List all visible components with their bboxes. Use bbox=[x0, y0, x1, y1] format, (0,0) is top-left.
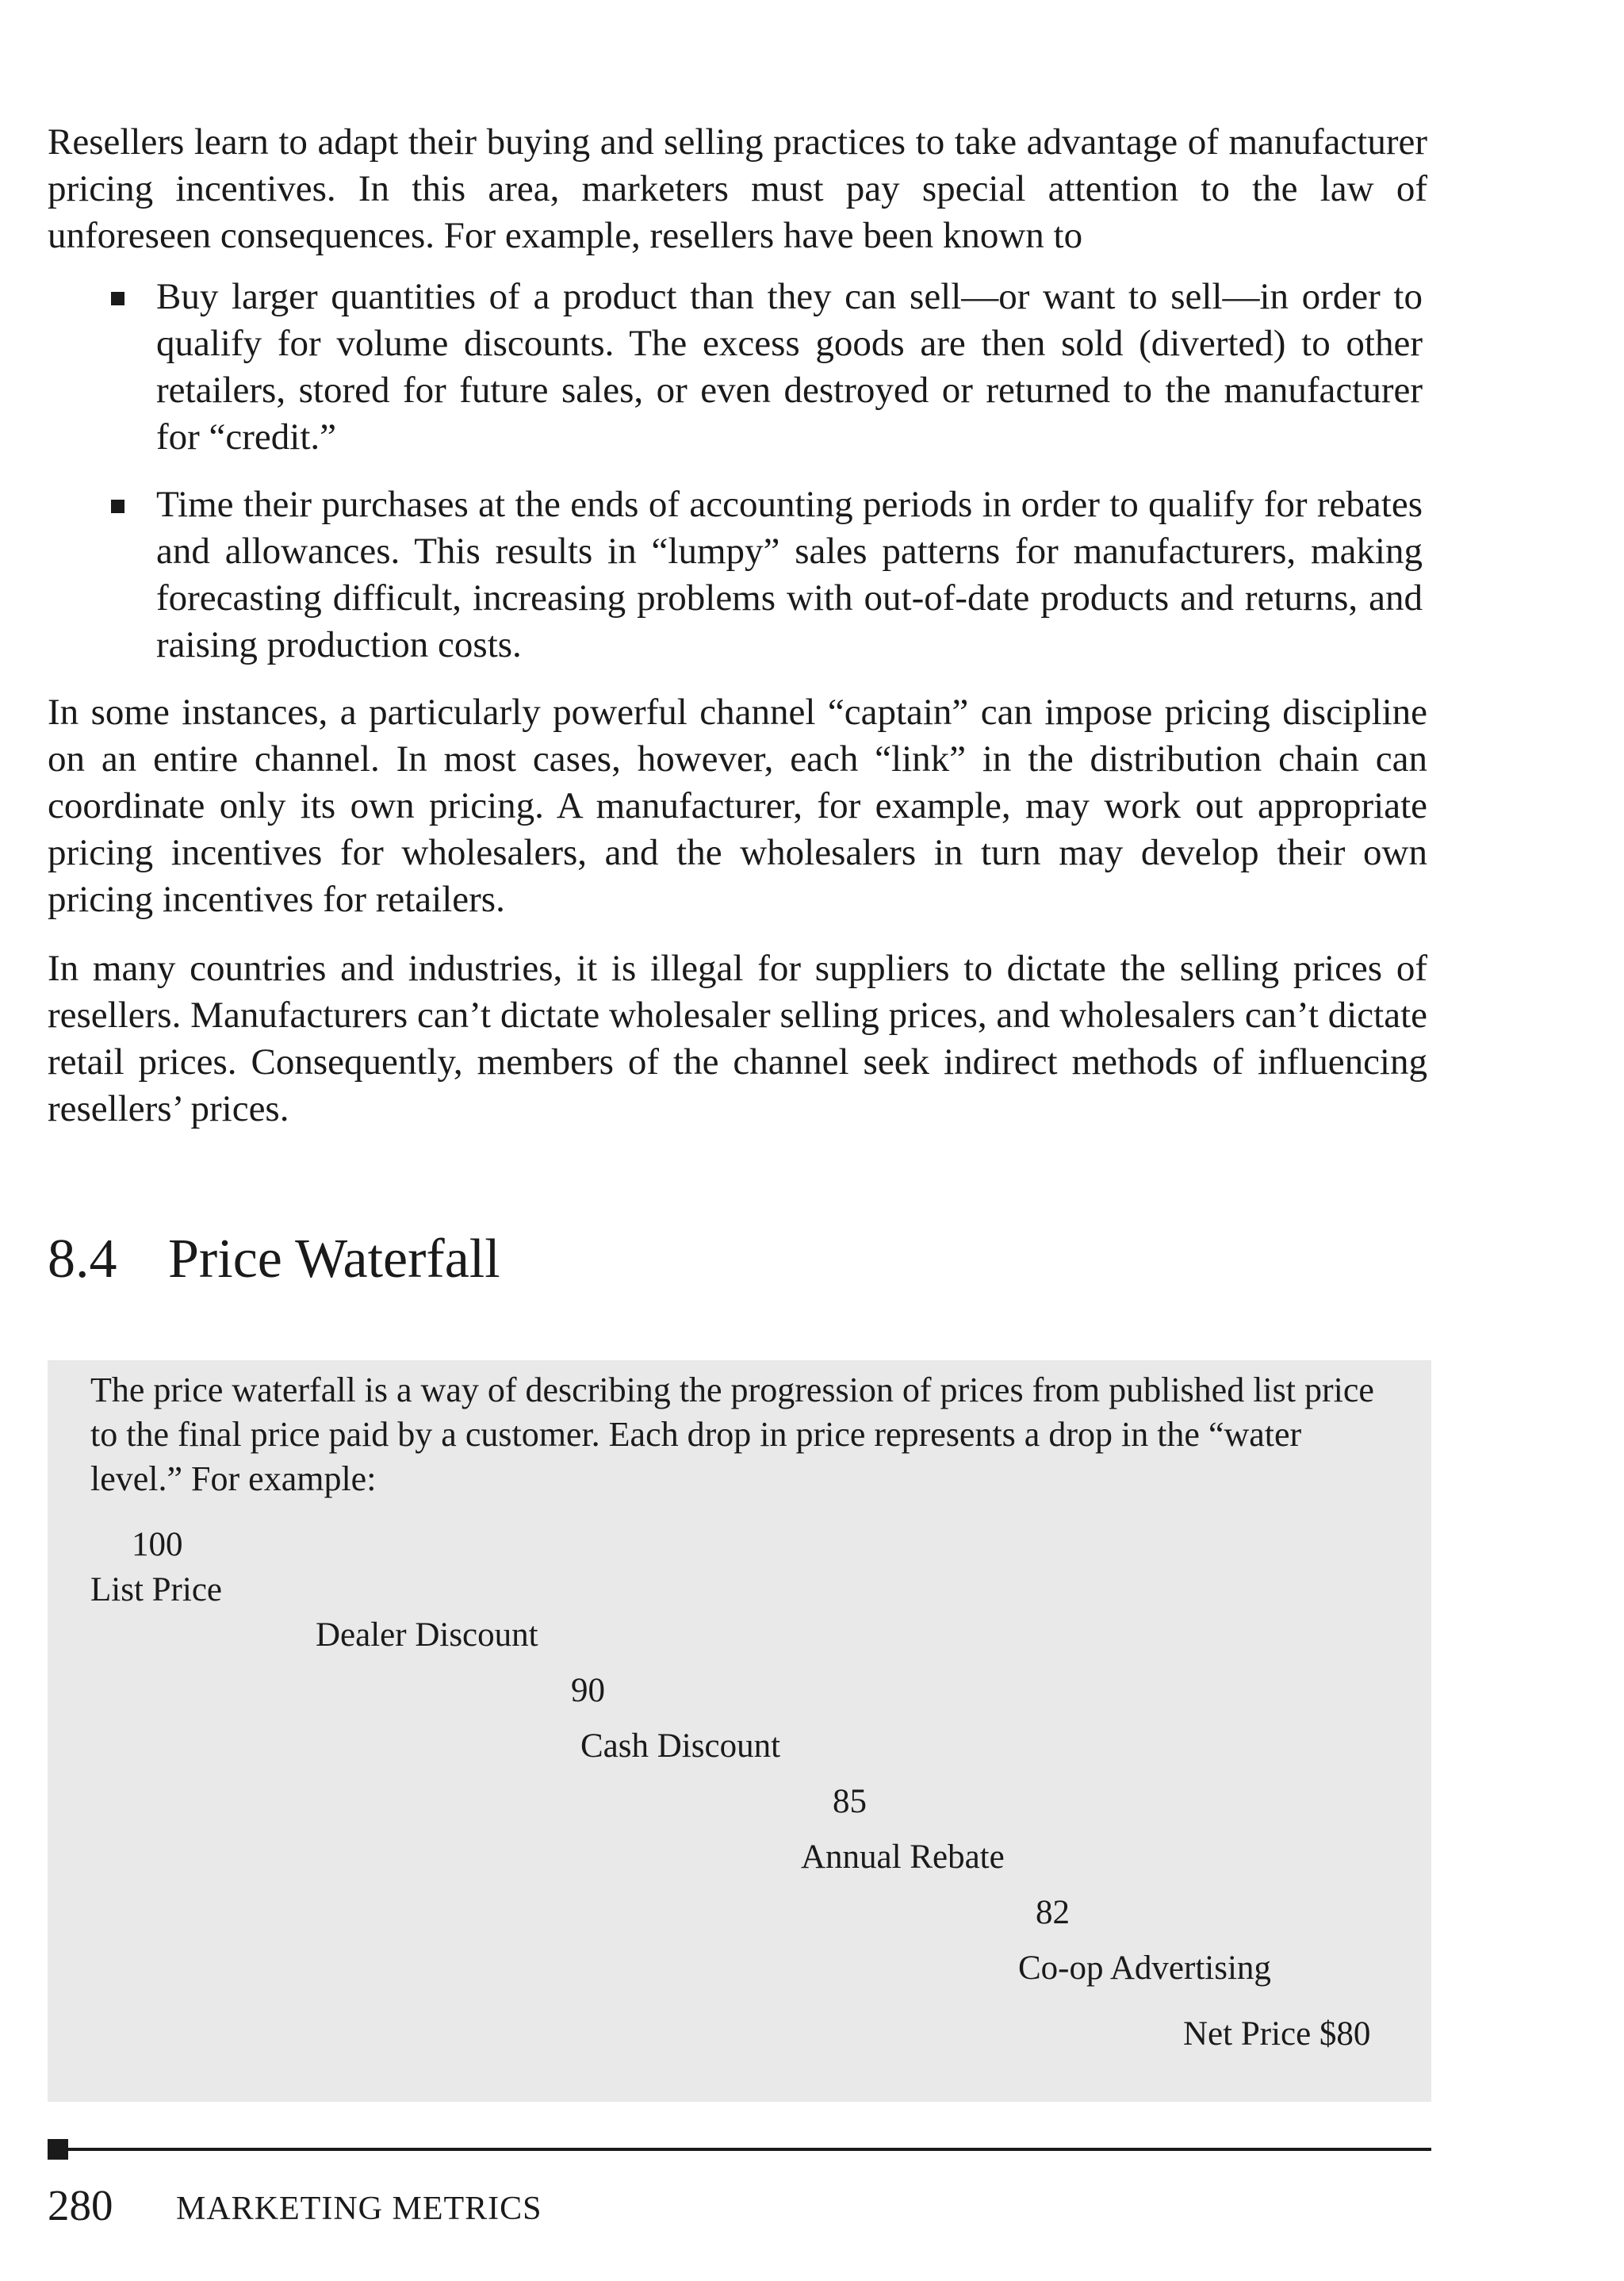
waterfall-description: The price waterfall is a way of describing the progression of prices from published list price to the final price paid by a customer. Each drop in price represents a drop in the “water level.” For example: bbox=[90, 1371, 1374, 1498]
after-dealer-value: 90 bbox=[571, 1672, 605, 1709]
bullet-list bbox=[48, 274, 1427, 669]
legal-paragraph: In many countries and industries, it is illegal for suppliers to dictate the selling prices of resellers. Manufacturers can’t dictate wholesaler selling prices, and wholesalers can’t dictate retail prices. Consequently, members of the channel seek indirect methods of influencing resellers’ prices. bbox=[48, 948, 1427, 1129]
coop-advertising-label: Co-op Advertising bbox=[1018, 1949, 1271, 1987]
dealer-discount-label: Dealer Discount bbox=[316, 1616, 538, 1654]
intro-paragraph: Resellers learn to adapt their buying and selling practices to take advantage of manufacturer pricing incentives. In this area, marketers must pay special attention to the law of unforeseen consequences. For example, resellers have been known to bbox=[48, 121, 1427, 256]
annual-rebate-label: Annual Rebate bbox=[801, 1838, 1005, 1876]
bullet-text: Buy larger quantities of a product than they can sell—or want to sell—in order to qualify for volume discounts. The excess goods are then sold (diverted) to other retailers, stored for future sales, or even destroyed or returned to the manufacturer for “credit.” bbox=[156, 276, 1423, 458]
bullet-item bbox=[48, 481, 1427, 669]
footer-rule bbox=[48, 2148, 1431, 2151]
channel-captain-paragraph: In some instances, a particularly powerful channel “captain” can impose pricing discipline on an entire channel. In most cases, however, each “link” in the distribution chain can coordinate only its own pricing. A manufacturer, for example, may work out appropriate pricing incentives for wholesalers, and the wholesalers in turn may develop their own pricing incentives for retailers. bbox=[48, 692, 1427, 920]
bullet-square-icon bbox=[111, 292, 124, 305]
section-heading bbox=[48, 1228, 500, 1291]
list-price-label: List Price bbox=[90, 1571, 222, 1608]
footer-square-icon bbox=[48, 2139, 68, 2160]
net-price-label: Net Price $80 bbox=[1183, 2015, 1371, 2053]
list-price-value: 100 bbox=[132, 1526, 183, 1563]
after-cash-value: 85 bbox=[833, 1783, 867, 1820]
after-rebate-value: 82 bbox=[1036, 1894, 1070, 1931]
running-footer-title: MARKETING METRICS bbox=[176, 2191, 542, 2227]
bullet-square-icon bbox=[111, 500, 124, 513]
page-body bbox=[48, 119, 1427, 1155]
section-title: Price Waterfall bbox=[168, 1229, 500, 1290]
price-waterfall-sidebar bbox=[48, 1360, 1431, 2102]
bullet-text: Time their purchases at the ends of accounting periods in order to qualify for rebates and allowances. This results in “lumpy” sales patterns for manufacturers, making forecasting difficult, increasing problems with out-of-date products and returns, and raising production costs. bbox=[156, 484, 1423, 665]
cash-discount-label: Cash Discount bbox=[580, 1727, 781, 1765]
page-number: 280 bbox=[48, 2181, 113, 2229]
bullet-item bbox=[48, 274, 1427, 461]
section-number: 8.4 bbox=[48, 1229, 117, 1290]
